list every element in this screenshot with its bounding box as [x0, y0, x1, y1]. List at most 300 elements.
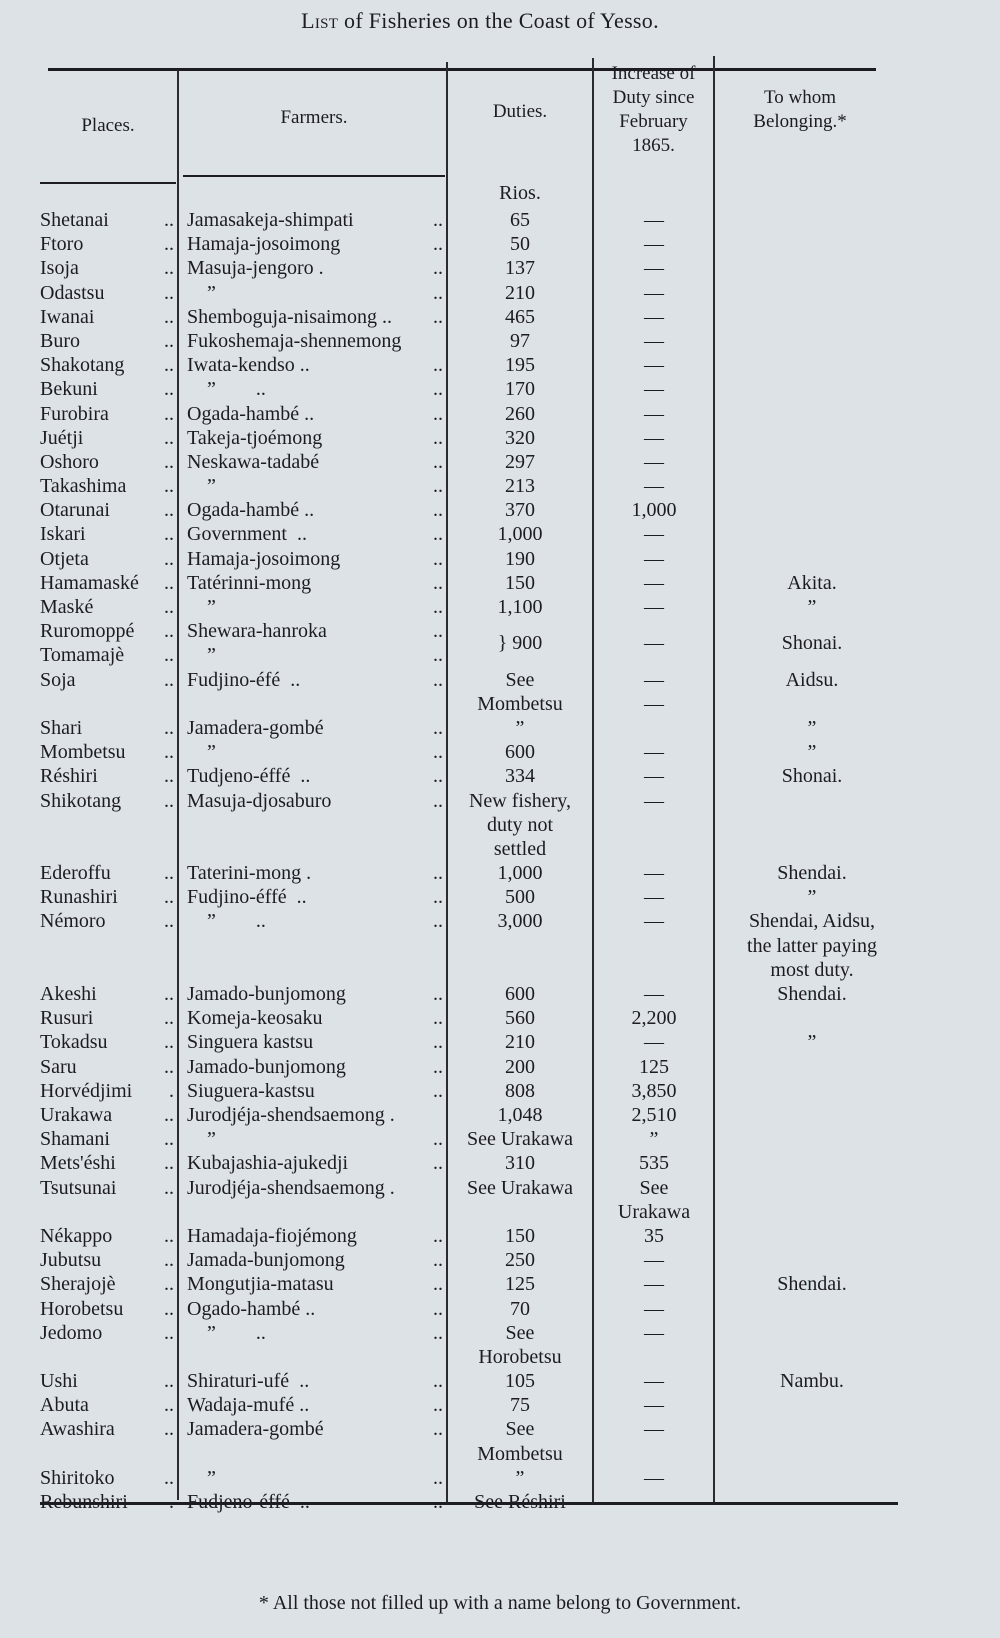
leader-dots: ..: [164, 1370, 174, 1393]
leader-dots: ..: [433, 765, 443, 788]
duty-value-line: } 900: [497, 632, 543, 655]
place-cell: [40, 1417, 174, 1441]
farmer-cell: [187, 1176, 443, 1200]
table-row: [0, 377, 1000, 401]
place-cell: [40, 885, 174, 909]
leader-dots: ..: [164, 668, 174, 691]
place-cell: [40, 1248, 174, 1272]
table-row: [0, 256, 1000, 280]
farmer-cell: [187, 1030, 443, 1054]
leader-dots: ..: [164, 1394, 174, 1417]
belonging-to-line: Akita.: [787, 571, 837, 594]
belonging-to-line: ”: [807, 716, 817, 739]
table-row: [0, 909, 1000, 982]
duty-value-line: 320: [505, 426, 535, 449]
place-cell: [40, 1490, 174, 1514]
belonging-to-line: the latter paying: [747, 934, 877, 957]
duty-increase-line: —: [644, 547, 664, 570]
header-increase: [594, 62, 713, 158]
place-name: Shamani: [40, 1128, 110, 1151]
duty-value: [450, 256, 590, 280]
table-row: [0, 547, 1000, 571]
farmer-name: Siuguera-kastsu: [187, 1079, 315, 1102]
place-cell: [40, 1030, 174, 1054]
table-row: [0, 498, 1000, 522]
farmer-cell: [187, 208, 443, 232]
duty-increase-line: —: [644, 1031, 664, 1054]
duty-value-line: New fishery,: [468, 789, 571, 812]
page-title: [0, 8, 960, 34]
place-cell: [40, 522, 174, 546]
top-rule: [48, 68, 876, 71]
duty-value-line: 213: [505, 475, 535, 498]
header-duties: Duties.: [492, 101, 548, 122]
belonging-to: [717, 595, 907, 619]
table-row: [0, 232, 1000, 256]
farmer-cell: [187, 281, 443, 305]
belonging-to-line: Shendai.: [777, 983, 847, 1006]
farmer-name: ”: [187, 741, 216, 764]
farmer-name: ”: [187, 1466, 216, 1489]
place-name: Iwanai: [40, 305, 95, 328]
duty-value-line: 210: [505, 281, 535, 304]
table-row: [0, 643, 1000, 667]
place-name: Isoja: [40, 257, 79, 280]
duty-increase-line: —: [644, 668, 664, 691]
leader-dots: ..: [433, 450, 443, 473]
leader-dots: ..: [433, 886, 443, 909]
leader-dots: ..: [433, 426, 443, 449]
table-row: [0, 1369, 1000, 1393]
place-cell: [40, 232, 174, 256]
duty-value-line: 125: [505, 1273, 535, 1296]
leader-dots: ..: [164, 1224, 174, 1247]
duty-value-line: See: [505, 1321, 535, 1344]
table-row: [0, 450, 1000, 474]
duty-increase-line: —: [644, 450, 664, 473]
duty-value: [450, 1103, 590, 1127]
leader-dots: ..: [164, 1321, 174, 1344]
place-cell: [40, 861, 174, 885]
header-line: Duty since: [612, 87, 695, 108]
leader-dots: ..: [164, 620, 174, 643]
farmer-cell: [187, 909, 443, 933]
duty-value-line: 150: [505, 571, 535, 594]
duty-value: [450, 1417, 590, 1465]
place-cell: [40, 1466, 174, 1490]
belonging-to: [717, 861, 907, 885]
farmer-name: Takeja-tjoémong: [187, 426, 323, 449]
leader-dots: ..: [164, 1152, 174, 1175]
duty-value-line: settled: [493, 837, 547, 860]
duty-increase: [596, 305, 712, 329]
place-name: Mombetsu: [40, 741, 126, 764]
duty-increase-line: —: [644, 209, 664, 231]
duty-value: [450, 281, 590, 305]
farmer-name: Hamadaja-fiojémong: [187, 1224, 357, 1247]
leader-dots: ..: [164, 499, 174, 522]
duty-increase-line: —: [644, 475, 664, 498]
title-small-caps: List: [301, 8, 339, 33]
header-rule-farmers: [183, 175, 445, 177]
farmer-cell: [187, 1417, 443, 1441]
farmer-name: Kubajashia-ajukedji: [187, 1152, 349, 1175]
duty-unit: Rios.: [499, 182, 541, 204]
leader-dots: ..: [433, 209, 443, 231]
duty-value: [450, 522, 590, 546]
duty-increase-line: —: [644, 1249, 664, 1272]
place-cell: [40, 1151, 174, 1175]
table-row: [0, 861, 1000, 885]
duty-value-line: ”: [515, 1466, 525, 1489]
farmer-cell: [187, 861, 443, 885]
farmer-name: Fudjeno-éffé ..: [187, 1491, 310, 1514]
place-cell: [40, 668, 174, 692]
leader-dots: ..: [433, 1394, 443, 1417]
place-cell: [40, 1127, 174, 1151]
duty-value-line: 190: [505, 547, 535, 570]
place-name: Shari: [40, 716, 83, 739]
place-name: Odastsu: [40, 281, 105, 304]
place-cell: [40, 1297, 174, 1321]
belonging-to-line: ”: [807, 1031, 817, 1054]
duty-value-line: 210: [505, 1031, 535, 1054]
header-belonging: [715, 86, 885, 134]
table-row: [0, 353, 1000, 377]
belonging-to: [717, 982, 907, 1006]
place-name: Tsutsunai: [40, 1176, 117, 1199]
farmer-name: Hamaja-josoimong: [187, 547, 341, 570]
place-name: Iskari: [40, 523, 86, 546]
duty-increase-line: —: [644, 1394, 664, 1417]
table-row: [0, 1393, 1000, 1417]
farmer-name: Shemboguja-nisaimong ..: [187, 305, 392, 328]
duty-value: [450, 426, 590, 450]
farmer-cell: [187, 402, 443, 426]
duty-increase-line: —: [644, 426, 664, 449]
farmer-name: Shiraturi-ufé ..: [187, 1370, 310, 1393]
farmer-name: Jurodjéja-shendsaemong .: [187, 1104, 395, 1127]
duty-increase: [596, 668, 712, 716]
duty-increase: [596, 1127, 712, 1151]
leader-dots: ..: [164, 354, 174, 377]
leader-dots: ..: [433, 1007, 443, 1030]
place-name: Maské: [40, 596, 94, 618]
place-cell: [40, 1272, 174, 1296]
leader-dots: ..: [433, 1370, 443, 1393]
farmer-cell: [187, 571, 443, 595]
farmer-cell: [187, 329, 443, 353]
duty-increase: [596, 353, 712, 377]
place-name: Shiritoko: [40, 1466, 115, 1489]
duty-value: [450, 789, 590, 862]
leader-dots: ..: [433, 547, 443, 570]
duty-increase: [596, 1272, 712, 1296]
farmer-name: Mongutjia-matasu: [187, 1273, 334, 1296]
place-cell: [40, 1006, 174, 1030]
place-name: Nékappo: [40, 1224, 113, 1247]
duty-increase-line: —: [644, 233, 664, 256]
duty-value: [450, 1127, 590, 1151]
table-row: [0, 522, 1000, 546]
belonging-to: [717, 909, 907, 982]
farmer-name: ”: [187, 281, 216, 304]
duty-value-line: See: [505, 668, 535, 691]
place-name: Némoro: [40, 910, 106, 933]
duty-value-line: 1,100: [497, 596, 543, 618]
farmer-cell: [187, 522, 443, 546]
table-row: [0, 1272, 1000, 1296]
header-line: February: [619, 111, 688, 132]
leader-dots: ..: [164, 741, 174, 764]
farmer-cell: [187, 1055, 443, 1079]
place-cell: [40, 281, 174, 305]
table-row: [0, 281, 1000, 305]
farmer-cell: [187, 1079, 443, 1103]
duty-value: [450, 377, 590, 401]
belonging-to-line: Shonai.: [781, 765, 843, 788]
duty-increase-line: —: [644, 789, 664, 812]
farmer-cell: [187, 1103, 443, 1127]
table-row: [0, 474, 1000, 498]
duty-value-line: See Urakawa: [466, 1128, 574, 1151]
belonging-to-line: Aidsu.: [785, 668, 839, 691]
duty-increase: [596, 1224, 712, 1248]
leader-dots: ..: [433, 233, 443, 256]
table-row: [0, 764, 1000, 788]
leader-dots: ..: [433, 1418, 443, 1441]
duty-increase-line: —: [644, 1297, 664, 1320]
table-row: [0, 1490, 1000, 1514]
duty-increase-line: —: [644, 1466, 664, 1489]
place-cell: [40, 619, 174, 643]
duty-increase-line: —: [644, 523, 664, 546]
place-cell: [40, 909, 174, 933]
leader-dots: ..: [164, 378, 174, 401]
title-rest: of Fisheries on the Coast of Yesso.: [338, 8, 659, 33]
header-places: Places.: [81, 115, 135, 136]
leader-dots: ..: [433, 281, 443, 304]
leader-dots: ..: [164, 547, 174, 570]
leader-dots: ..: [433, 620, 443, 643]
table-row: [0, 1466, 1000, 1490]
duty-increase-line: —: [644, 1370, 664, 1393]
duty-increase: [596, 1151, 712, 1175]
farmer-name: Jamasakeja-shimpati: [187, 209, 354, 231]
farmer-name: Neskawa-tadabé: [187, 450, 320, 473]
duty-increase: [596, 764, 712, 788]
duty-value-line: 3,000: [497, 910, 543, 933]
duty-value: [450, 595, 590, 619]
duty-increase: [596, 571, 712, 595]
duty-value-line: 250: [505, 1249, 535, 1272]
farmer-name: Shewara-hanroka: [187, 620, 327, 643]
duty-value-line: Mombetsu: [477, 692, 563, 715]
header-line: 1865.: [632, 135, 675, 156]
place-name: Rebunshiri: [40, 1491, 128, 1514]
duty-increase: [596, 789, 712, 813]
duty-increase: [596, 426, 712, 450]
belonging-to-line: ”: [807, 886, 817, 909]
leader-dots: ..: [433, 862, 443, 885]
duty-value: [450, 740, 590, 764]
place-name: Hamamaské: [40, 571, 139, 594]
place-name: Jedomo: [40, 1321, 103, 1344]
leader-dots: ..: [164, 1031, 174, 1054]
place-cell: [40, 595, 174, 619]
place-name: Runashiri: [40, 886, 118, 909]
table-row: [0, 1030, 1000, 1054]
duty-increase: [596, 522, 712, 546]
leader-dots: ..: [164, 765, 174, 788]
farmer-cell: [187, 256, 443, 280]
duty-value-line: 560: [505, 1007, 535, 1030]
place-cell: [40, 547, 174, 571]
leader-dots: ..: [433, 1031, 443, 1054]
duty-value: [450, 1151, 590, 1175]
place-cell: [40, 377, 174, 401]
duty-increase-line: —: [644, 741, 664, 764]
duty-increase-line: —: [644, 281, 664, 304]
duty-increase-line: —: [644, 765, 664, 788]
place-name: Awashira: [40, 1418, 115, 1441]
header-rule-places: [40, 182, 176, 184]
leader-dots: ..: [433, 1224, 443, 1247]
leader-dots: ..: [164, 281, 174, 304]
farmer-cell: [187, 982, 443, 1006]
table-row: [0, 208, 1000, 232]
farmer-name: Jamada-bunjomong: [187, 1249, 345, 1272]
farmer-name: Iwata-kendso ..: [187, 354, 310, 377]
place-cell: [40, 1176, 174, 1200]
place-name: Akeshi: [40, 983, 97, 1006]
duty-value-line: See Réshiri: [474, 1491, 566, 1514]
place-name: Réshiri: [40, 765, 98, 788]
place-cell: [40, 402, 174, 426]
farmer-cell: [187, 1466, 443, 1490]
place-cell: [40, 498, 174, 522]
duty-increase: [596, 1393, 712, 1417]
duty-value: [450, 402, 590, 426]
duty-value: [450, 1369, 590, 1393]
leader-dots: ..: [433, 499, 443, 522]
duty-increase: [596, 402, 712, 426]
farmer-cell: [187, 474, 443, 498]
duty-increase-line: See: [639, 1176, 669, 1199]
table-row: [0, 1103, 1000, 1127]
duty-increase-line: 2,510: [631, 1104, 677, 1127]
duty-increase-line: 35: [644, 1224, 664, 1247]
farmer-cell: [187, 1006, 443, 1030]
table-row: [0, 982, 1000, 1006]
leader-dots: ..: [164, 789, 174, 812]
table-row: [0, 1006, 1000, 1030]
place-name: Takashima: [40, 475, 127, 498]
duty-increase: [596, 377, 712, 401]
duty-increase: [596, 450, 712, 474]
duty-value: [450, 305, 590, 329]
duty-value-line: 65: [510, 209, 530, 231]
place-cell: [40, 1055, 174, 1079]
leader-dots: ..: [164, 596, 174, 618]
belonging-to-line: Nambu.: [780, 1370, 844, 1393]
duty-increase-line: —: [644, 692, 664, 715]
place-name: Tokadsu: [40, 1031, 108, 1054]
duty-increase-line: 125: [639, 1055, 669, 1078]
leader-dots: ..: [433, 1152, 443, 1175]
duty-value-line: 500: [505, 886, 535, 909]
duty-value-line: 808: [505, 1079, 535, 1102]
header-line: Increase of: [611, 63, 696, 84]
duty-increase: [596, 1103, 712, 1127]
duty-increase-line: —: [644, 329, 664, 352]
leader-dots: ..: [433, 910, 443, 933]
farmer-cell: [187, 1272, 443, 1296]
duty-increase-line: —: [644, 1321, 664, 1344]
duty-value: [450, 450, 590, 474]
leader-dots: ..: [433, 354, 443, 377]
place-cell: [40, 764, 174, 788]
duty-value: [450, 982, 590, 1006]
duty-value: [450, 353, 590, 377]
duty-value-line: 1,000: [497, 523, 543, 546]
belonging-to-line: ”: [807, 741, 817, 764]
duty-increase: [596, 1248, 712, 1272]
duty-value: [450, 716, 590, 740]
belonging-to-line: Shendai, Aidsu,: [748, 910, 876, 933]
farmer-name: Masuja-jengoro .: [187, 257, 324, 280]
place-name: Ruromoppé: [40, 620, 135, 643]
duty-increase-line: 3,850: [631, 1079, 677, 1102]
table-row: [0, 402, 1000, 426]
duty-increase-line: —: [644, 402, 664, 425]
leader-dots: ..: [433, 257, 443, 280]
leader-dots: .: [169, 1491, 174, 1514]
leader-dots: ..: [433, 789, 443, 812]
farmer-name: ”: [187, 475, 216, 498]
duty-increase: [596, 1030, 712, 1054]
duty-value: [450, 1176, 590, 1200]
leader-dots: ..: [433, 741, 443, 764]
leader-dots: ..: [433, 1128, 443, 1151]
table-row: [0, 619, 1000, 655]
duty-increase: [596, 208, 712, 232]
farmer-cell: [187, 668, 443, 692]
farmer-name: ”: [187, 596, 216, 618]
duty-increase-line: Urakawa: [617, 1200, 691, 1223]
table-row: [0, 1127, 1000, 1151]
place-name: Bekuni: [40, 378, 98, 401]
leader-dots: ..: [164, 910, 174, 933]
duty-value-line: See Urakawa: [466, 1176, 574, 1199]
farmer-cell: [187, 716, 443, 740]
duty-value-line: 260: [505, 402, 535, 425]
duty-value: [450, 498, 590, 522]
leader-dots: ..: [164, 450, 174, 473]
place-cell: [40, 426, 174, 450]
duty-value: [450, 1079, 590, 1103]
table-row: [0, 1079, 1000, 1103]
farmer-name: Tatérinni-mong: [187, 571, 312, 594]
duty-value-line: duty not: [486, 813, 554, 836]
duty-increase: [596, 861, 712, 885]
leader-dots: ..: [164, 1007, 174, 1030]
place-cell: [40, 789, 174, 813]
duty-increase: [596, 1490, 712, 1514]
farmer-name: ” ..: [187, 1321, 266, 1344]
farmer-cell: [187, 1321, 443, 1345]
leader-dots: ..: [164, 644, 174, 667]
